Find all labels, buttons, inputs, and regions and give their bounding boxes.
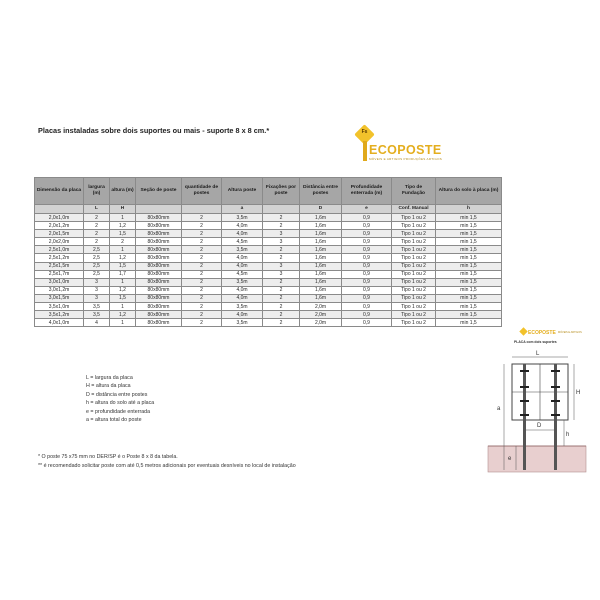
table-cell: 4,0m <box>222 262 263 270</box>
table-cell: 2,0x1,0m <box>35 214 84 222</box>
table-cell: min 1,5 <box>436 246 502 254</box>
diagram-drawing <box>484 328 594 493</box>
column-header: Altura poste <box>222 178 263 205</box>
legend-item: h = altura do solo até a placa <box>86 400 155 407</box>
table-cell: 2 <box>263 294 300 302</box>
table-body <box>35 214 502 327</box>
table-symbol-row <box>35 205 502 214</box>
table-cell: 2 <box>182 214 222 222</box>
table-cell: 80x80mm <box>136 278 182 286</box>
dim-label-a: a <box>497 406 501 412</box>
legend-item: L = largura da placa <box>86 375 133 381</box>
table-cell: 1,6m <box>300 238 342 246</box>
table-cell: 80x80mm <box>136 319 182 327</box>
table-cell: min 1,5 <box>436 294 502 302</box>
footnote: * O poste 75 x75 mm no DER/SP é o Poste 8 x 8 da tabela. <box>38 454 178 460</box>
table-cell: 1 <box>110 303 136 311</box>
table-cell: 2 <box>84 230 110 238</box>
column-header: Tipo de Fundação <box>392 178 436 205</box>
table-cell: 0,9 <box>342 319 392 327</box>
table-cell: min 1,5 <box>436 286 502 294</box>
table-cell: 80x80mm <box>136 294 182 302</box>
table-cell: 80x80mm <box>136 222 182 230</box>
table-cell: 2 <box>263 303 300 311</box>
bracket <box>551 414 560 416</box>
dim-label-h: h <box>566 432 570 438</box>
table-cell: Tipo 1 ou 2 <box>392 222 436 230</box>
legend-item: a = altura total do poste <box>86 417 142 424</box>
table-cell: Tipo 1 ou 2 <box>392 294 436 302</box>
bracket <box>520 414 529 416</box>
table-cell: 80x80mm <box>136 311 182 319</box>
table-cell: 2 <box>84 222 110 230</box>
bracket <box>520 386 529 388</box>
table-cell: 1,6m <box>300 230 342 238</box>
table-cell: 4,0m <box>222 254 263 262</box>
table-cell: min 1,5 <box>436 214 502 222</box>
table-row <box>35 270 502 278</box>
table-cell: 2 <box>182 262 222 270</box>
table-cell: 3,5m <box>222 319 263 327</box>
table-row <box>35 222 502 230</box>
bracket <box>520 400 529 402</box>
table-cell: 3,0x1,0m <box>35 278 84 286</box>
table-cell: 2 <box>182 246 222 254</box>
logo-pole-icon <box>363 141 367 161</box>
table-cell: 2 <box>182 294 222 302</box>
bracket <box>551 386 560 388</box>
table-cell: min 1,5 <box>436 262 502 270</box>
table-cell: 4,0m <box>222 311 263 319</box>
column-header: Dimensão da placa <box>35 178 84 205</box>
dim-label-e: e <box>508 456 512 462</box>
column-header: quantidade de postes <box>182 178 222 205</box>
table-cell: 2,5 <box>84 262 110 270</box>
table-cell: 2,0m <box>300 319 342 327</box>
table-cell: 3,0x1,5m <box>35 294 84 302</box>
table-cell: 0,9 <box>342 214 392 222</box>
table-cell: 1,6m <box>300 246 342 254</box>
table-cell: 2,5x1,0m <box>35 246 84 254</box>
table-row <box>35 303 502 311</box>
table-cell: Tipo 1 ou 2 <box>392 311 436 319</box>
table-cell: 1,2 <box>110 222 136 230</box>
table-cell: 2 <box>263 246 300 254</box>
column-symbol: L <box>84 205 110 214</box>
table-cell: 2,0m <box>300 311 342 319</box>
table-cell: 2,5 <box>84 254 110 262</box>
ground-area <box>488 446 586 472</box>
legend <box>86 374 154 424</box>
table-cell: 4,0m <box>222 230 263 238</box>
table-cell: 1,6m <box>300 262 342 270</box>
table-cell: 2 <box>263 222 300 230</box>
table-cell: 3,5x1,0m <box>35 303 84 311</box>
table-cell: 2,5 <box>84 270 110 278</box>
table-cell: 4,0m <box>222 222 263 230</box>
table-cell: 1,5 <box>110 294 136 302</box>
table-row <box>35 238 502 246</box>
table-cell: 2,0x1,2m <box>35 222 84 230</box>
logo-badge-text: Fs <box>361 129 368 135</box>
table-cell: 1,6m <box>300 254 342 262</box>
table-row <box>35 254 502 262</box>
table-cell: 80x80mm <box>136 246 182 254</box>
table-cell: 2 <box>182 254 222 262</box>
table-cell: 1,5 <box>110 230 136 238</box>
table-cell: 2 <box>182 278 222 286</box>
table-cell: 3 <box>84 286 110 294</box>
table-cell: 0,9 <box>342 262 392 270</box>
table-cell: 1,5 <box>110 262 136 270</box>
table-cell: 2,5x1,2m <box>35 254 84 262</box>
diagram-caption: PLACA com dois suportes <box>514 340 557 344</box>
logo-wordmark: ECOPOSTE <box>369 143 442 157</box>
table-cell: 2 <box>182 286 222 294</box>
table-cell: 2 <box>263 278 300 286</box>
table-cell: 80x80mm <box>136 238 182 246</box>
table-cell: min 1,5 <box>436 278 502 286</box>
page-title: Placas instaladas sobre dois suportes ou mais - suporte 8 x 8 cm.* <box>38 126 270 135</box>
table-cell: 2 <box>182 222 222 230</box>
table-cell: 2 <box>182 311 222 319</box>
table-cell: min 1,5 <box>436 238 502 246</box>
table-cell: 80x80mm <box>136 262 182 270</box>
table-row <box>35 294 502 302</box>
dim-label-L: L <box>536 351 540 357</box>
footnote: ** é recomendado solicitar poste com até 0,5 metros adicionais por eventuais desníveis no local de instalação <box>38 463 296 469</box>
column-header: altura (m) <box>110 178 136 205</box>
column-symbol: e <box>342 205 392 214</box>
table-cell: 2 <box>263 311 300 319</box>
table-cell: 1,6m <box>300 278 342 286</box>
table-cell: 3 <box>84 278 110 286</box>
table-cell: 0,9 <box>342 270 392 278</box>
column-symbol <box>263 205 300 214</box>
table-cell: 2 <box>263 286 300 294</box>
dim-label-D: D <box>537 423 542 429</box>
table-cell: Tipo 1 ou 2 <box>392 286 436 294</box>
table-cell: 2,5 <box>84 246 110 254</box>
column-header: Seção de poste <box>136 178 182 205</box>
table-cell: 1,6m <box>300 222 342 230</box>
table-cell: 3,5m <box>222 246 263 254</box>
table-cell: 0,9 <box>342 238 392 246</box>
table-cell: min 1,5 <box>436 311 502 319</box>
table-row <box>35 311 502 319</box>
table-cell: 0,9 <box>342 230 392 238</box>
table-cell: 2 <box>263 319 300 327</box>
table-row <box>35 286 502 294</box>
table-header-row <box>35 178 502 205</box>
table-cell: 2 <box>263 214 300 222</box>
table-cell: Tipo 1 ou 2 <box>392 214 436 222</box>
table-cell: 3,5 <box>84 303 110 311</box>
table-cell: 2 <box>182 319 222 327</box>
table-cell: 1,6m <box>300 294 342 302</box>
table-cell: 4,0m <box>222 294 263 302</box>
table-row <box>35 278 502 286</box>
table-cell: 0,9 <box>342 294 392 302</box>
table-cell: 0,9 <box>342 303 392 311</box>
table-cell: 2 <box>110 238 136 246</box>
table-cell: 2 <box>84 214 110 222</box>
table-cell: 0,9 <box>342 286 392 294</box>
table-cell: Tipo 1 ou 2 <box>392 262 436 270</box>
table-cell: 1 <box>110 319 136 327</box>
column-symbol <box>35 205 84 214</box>
table-row <box>35 214 502 222</box>
post-left <box>523 364 526 470</box>
logo-tagline: MÓVEIS E ARTIGOS PRODUÇÕES ARTIGOS <box>369 157 443 161</box>
column-header: Distância entre postes <box>300 178 342 205</box>
table-cell: 0,9 <box>342 311 392 319</box>
column-symbol <box>136 205 182 214</box>
table-cell: Tipo 1 ou 2 <box>392 319 436 327</box>
table-cell: 1,6m <box>300 286 342 294</box>
table-cell: 0,9 <box>342 246 392 254</box>
table-cell: 2,5x1,7m <box>35 270 84 278</box>
table-cell: 2 <box>263 254 300 262</box>
table-cell: 2,5x1,5m <box>35 262 84 270</box>
bracket <box>551 370 560 372</box>
diagram-logo-word: ECOPOSTE <box>528 330 556 336</box>
table-cell: 1 <box>110 214 136 222</box>
table-cell: 3,5 <box>84 311 110 319</box>
table-cell: 1,7 <box>110 270 136 278</box>
table-cell: 2,0x2,0m <box>35 238 84 246</box>
table-row <box>35 319 502 327</box>
table-cell: Tipo 1 ou 2 <box>392 270 436 278</box>
table-cell: 80x80mm <box>136 214 182 222</box>
column-symbol: h <box>436 205 502 214</box>
legend-item: D = distância entre postes <box>86 391 148 398</box>
table-cell: 80x80mm <box>136 230 182 238</box>
table-cell: 4,5m <box>222 270 263 278</box>
table-cell: 3 <box>84 294 110 302</box>
table-cell: Tipo 1 ou 2 <box>392 238 436 246</box>
table-row <box>35 246 502 254</box>
table-cell: 2 <box>182 238 222 246</box>
table-cell: 4 <box>84 319 110 327</box>
dim-label-H: H <box>576 390 581 396</box>
table-row <box>35 262 502 270</box>
table-cell: 3,0x1,2m <box>35 286 84 294</box>
column-header: Fixações por poste <box>263 178 300 205</box>
table-cell: 3 <box>263 270 300 278</box>
table-cell: min 1,5 <box>436 270 502 278</box>
table-cell: min 1,5 <box>436 319 502 327</box>
table-cell: 3 <box>263 238 300 246</box>
table-cell: min 1,5 <box>436 222 502 230</box>
column-symbol <box>182 205 222 214</box>
table-cell: 3,5m <box>222 214 263 222</box>
bracket <box>520 370 529 372</box>
table-cell: 3,5x1,2m <box>35 311 84 319</box>
column-header: Profundidade enterrada (m) <box>342 178 392 205</box>
table-cell: 80x80mm <box>136 303 182 311</box>
table-cell: min 1,5 <box>436 230 502 238</box>
ecoposte-logo <box>356 126 456 168</box>
table-cell: 3,5m <box>222 278 263 286</box>
table-cell: 1,6m <box>300 270 342 278</box>
table-cell: 1,2 <box>110 254 136 262</box>
table-cell: 2,0x1,5m <box>35 230 84 238</box>
table-cell: Tipo 1 ou 2 <box>392 230 436 238</box>
table-cell: 2 <box>84 238 110 246</box>
table-cell: 2 <box>182 270 222 278</box>
column-symbol: a <box>222 205 263 214</box>
table-cell: 0,9 <box>342 278 392 286</box>
column-symbol: Conf. Manual <box>392 205 436 214</box>
table-cell: Tipo 1 ou 2 <box>392 303 436 311</box>
footnotes <box>38 453 296 471</box>
column-symbol: H <box>110 205 136 214</box>
table-cell: 4,5m <box>222 238 263 246</box>
table-cell: 80x80mm <box>136 270 182 278</box>
table-cell: 2 <box>182 230 222 238</box>
table-cell: 80x80mm <box>136 286 182 294</box>
table-cell: 4,0m <box>222 286 263 294</box>
table-cell: 3 <box>263 230 300 238</box>
table-cell: min 1,5 <box>436 303 502 311</box>
diagram-logo-tagline: MÓVEIS E ARTIGOS <box>558 331 582 334</box>
column-header: largura (m) <box>84 178 110 205</box>
table-cell: 1,2 <box>110 286 136 294</box>
table-row <box>35 230 502 238</box>
table-cell: 1 <box>110 246 136 254</box>
post-right <box>554 364 557 470</box>
table-cell: Tipo 1 ou 2 <box>392 246 436 254</box>
table-cell: 3 <box>263 262 300 270</box>
table-cell: 0,9 <box>342 254 392 262</box>
installation-table <box>34 177 502 327</box>
bracket <box>551 400 560 402</box>
table-cell: Tipo 1 ou 2 <box>392 278 436 286</box>
table-cell: 2 <box>182 303 222 311</box>
table-cell: 3,5m <box>222 303 263 311</box>
installation-diagram <box>484 328 594 493</box>
table-cell: 4,0x1,0m <box>35 319 84 327</box>
column-header: Altura do solo à placa (m) <box>436 178 502 205</box>
table-cell: 0,9 <box>342 222 392 230</box>
legend-item: H = altura da placa <box>86 383 131 390</box>
legend-item: e = profundidade enterrada <box>86 408 151 415</box>
table-cell: 2,0m <box>300 303 342 311</box>
table-cell: 1,2 <box>110 311 136 319</box>
table-cell: 80x80mm <box>136 254 182 262</box>
table-cell: Tipo 1 ou 2 <box>392 254 436 262</box>
table-cell: min 1,5 <box>436 254 502 262</box>
column-symbol: D <box>300 205 342 214</box>
table-cell: 1 <box>110 278 136 286</box>
table-cell: 1,6m <box>300 214 342 222</box>
